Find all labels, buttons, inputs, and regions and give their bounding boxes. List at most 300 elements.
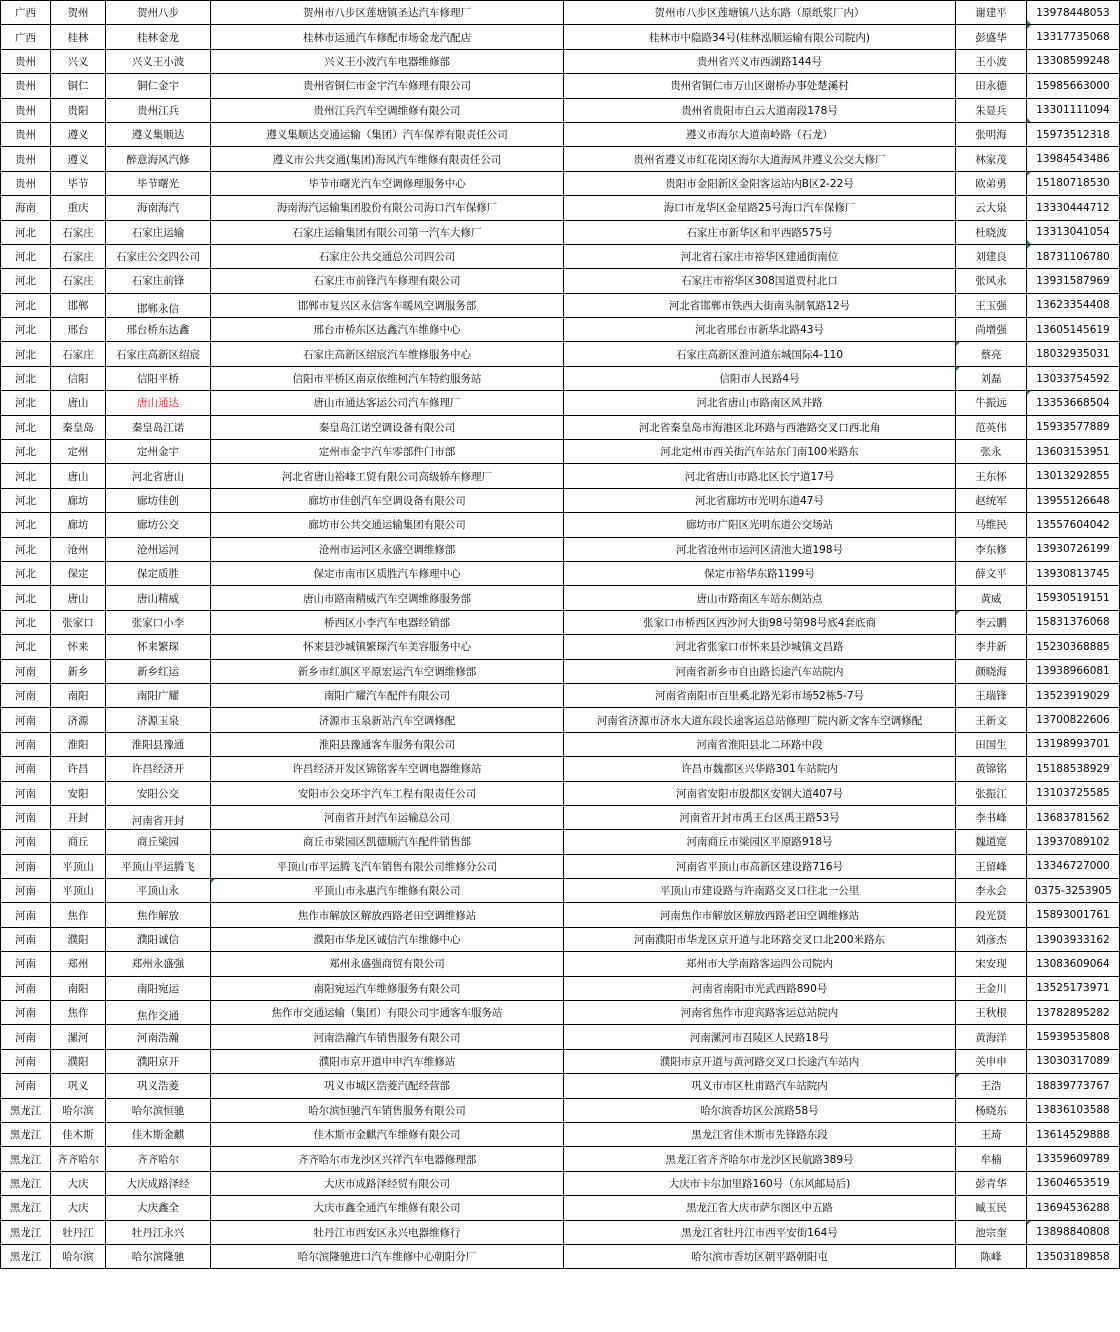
province-cell[interactable]: 河南	[1, 708, 51, 732]
city-cell[interactable]: 平顶山	[51, 854, 106, 878]
city-cell[interactable]: 贺州	[51, 1, 106, 25]
phone-cell[interactable]: 13623354408	[1027, 293, 1120, 317]
province-cell[interactable]: 黑龙江	[1, 1122, 51, 1146]
phone-cell[interactable]: 13503189858	[1027, 1244, 1120, 1268]
station-short-name-cell[interactable]: 商丘梁园	[106, 830, 211, 854]
company-name-cell[interactable]: 淮阳县豫通客车服务有限公司	[211, 732, 564, 756]
phone-cell[interactable]: 18839773767	[1027, 1074, 1120, 1098]
phone-cell[interactable]: 13937089102	[1027, 830, 1120, 854]
station-short-name-cell[interactable]: 邯郸永信	[106, 293, 211, 317]
company-name-cell[interactable]: 毕节市曙光汽车空调修理服务中心	[211, 171, 564, 195]
station-short-name-cell[interactable]: 邢台桥东达鑫	[106, 318, 211, 342]
phone-cell[interactable]: 13198993701	[1027, 732, 1120, 756]
city-cell[interactable]: 唐山	[51, 391, 106, 415]
address-cell[interactable]: 河北省廊坊市光明东道47号	[564, 488, 956, 512]
phone-cell[interactable]: 15939535808	[1027, 1025, 1120, 1049]
city-cell[interactable]: 沧州	[51, 537, 106, 561]
phone-cell[interactable]: 0375-3253905	[1027, 879, 1120, 903]
address-cell[interactable]: 石家庄高新区淮河道东城国际4-110	[564, 342, 956, 366]
phone-cell[interactable]: 13301111094	[1027, 98, 1120, 122]
station-short-name-cell[interactable]: 石家庄前锋	[106, 269, 211, 293]
phone-cell[interactable]: 13013292855	[1027, 464, 1120, 488]
phone-cell[interactable]: 13930726199	[1027, 537, 1120, 561]
city-cell[interactable]: 平顶山	[51, 879, 106, 903]
province-cell[interactable]: 河南	[1, 1025, 51, 1049]
company-name-cell[interactable]: 焦作市解放区解放西路老田空调维修站	[211, 903, 564, 927]
station-short-name-cell[interactable]: 大庆鑫全	[106, 1196, 211, 1220]
phone-cell[interactable]: 13683781562	[1027, 805, 1120, 829]
station-short-name-cell[interactable]: 沧州运河	[106, 537, 211, 561]
company-name-cell[interactable]: 河南浩瀚汽车销售服务有限公司	[211, 1025, 564, 1049]
phone-cell[interactable]: 13525173971	[1027, 976, 1120, 1000]
contact-name-cell[interactable]: 臧玉民	[956, 1196, 1027, 1220]
company-name-cell[interactable]: 邢台市桥东区达鑫汽车维修中心	[211, 318, 564, 342]
contact-name-cell[interactable]: 李东修	[956, 537, 1027, 561]
city-cell[interactable]: 商丘	[51, 830, 106, 854]
city-cell[interactable]: 淮阳	[51, 732, 106, 756]
province-cell[interactable]: 河南	[1, 854, 51, 878]
contact-name-cell[interactable]: 田国生	[956, 732, 1027, 756]
address-cell[interactable]: 桂林市中隐路34号(桂林泓顺运输有限公司院内)	[564, 25, 956, 49]
address-cell[interactable]: 保定市裕华东路1199号	[564, 561, 956, 585]
province-cell[interactable]: 贵州	[1, 171, 51, 195]
address-cell[interactable]: 河北定州市西关街汽车站东门南100米路东	[564, 440, 956, 464]
phone-cell[interactable]: 13938966081	[1027, 659, 1120, 683]
station-short-name-cell[interactable]: 郑州永盛强	[106, 952, 211, 976]
company-name-cell[interactable]: 定州市金宇汽车零部件门市部	[211, 440, 564, 464]
contact-name-cell[interactable]: 欧弟勇	[956, 171, 1027, 195]
province-cell[interactable]: 河南	[1, 976, 51, 1000]
company-name-cell[interactable]: 秦皇岛江诺空调设备有限公司	[211, 415, 564, 439]
company-name-cell[interactable]: 桥西区小李汽车电器经销部	[211, 610, 564, 634]
address-cell[interactable]: 河南省开封市禹王台区禹王路53号	[564, 805, 956, 829]
city-cell[interactable]: 安阳	[51, 781, 106, 805]
address-cell[interactable]: 河南省焦作市迎宾路客运总站院内	[564, 1001, 956, 1025]
contact-name-cell[interactable]: 黄锦铭	[956, 757, 1027, 781]
phone-cell[interactable]: 13700822606	[1027, 708, 1120, 732]
contact-name-cell[interactable]: 王东怀	[956, 464, 1027, 488]
contact-name-cell[interactable]: 王新文	[956, 708, 1027, 732]
province-cell[interactable]: 河北	[1, 391, 51, 415]
contact-name-cell[interactable]: 黄海洋	[956, 1025, 1027, 1049]
company-name-cell[interactable]: 安阳市公交环宇汽车工程有限责任公司	[211, 781, 564, 805]
station-short-name-cell[interactable]: 海南海汽	[106, 196, 211, 220]
contact-name-cell[interactable]: 彭盛华	[956, 25, 1027, 49]
address-cell[interactable]: 郑州市大学南路客运四公司院内	[564, 952, 956, 976]
address-cell[interactable]: 河北省张家口市怀来县沙城镇文昌路	[564, 635, 956, 659]
address-cell[interactable]: 河南省平顶山市高新区建设路716号	[564, 854, 956, 878]
province-cell[interactable]: 河南	[1, 659, 51, 683]
station-short-name-cell[interactable]: 毕节曙光	[106, 171, 211, 195]
phone-cell[interactable]: 18731106780	[1027, 244, 1120, 268]
address-cell[interactable]: 信阳市人民路4号	[564, 366, 956, 390]
contact-name-cell[interactable]: 刘彦杰	[956, 927, 1027, 951]
company-name-cell[interactable]: 贵州省铜仁市金宇汽车修理有限公司	[211, 74, 564, 98]
phone-cell[interactable]: 13033754592	[1027, 366, 1120, 390]
province-cell[interactable]: 河南	[1, 732, 51, 756]
address-cell[interactable]: 河北省秦皇岛市海港区北环路与西港路交叉口西北角	[564, 415, 956, 439]
station-short-name-cell[interactable]: 南阳宛运	[106, 976, 211, 1000]
station-short-name-cell[interactable]: 新乡红运	[106, 659, 211, 683]
phone-cell[interactable]: 13103725585	[1027, 781, 1120, 805]
station-short-name-cell[interactable]: 焦作解放	[106, 903, 211, 927]
city-cell[interactable]: 佳木斯	[51, 1122, 106, 1146]
contact-name-cell[interactable]: 云大泉	[956, 196, 1027, 220]
province-cell[interactable]: 河南	[1, 879, 51, 903]
contact-name-cell[interactable]: 王秋根	[956, 1001, 1027, 1025]
company-name-cell[interactable]: 保定市南市区质胜汽车修理中心	[211, 561, 564, 585]
company-name-cell[interactable]: 石家庄市前锋汽车修理有限公司	[211, 269, 564, 293]
company-name-cell[interactable]: 平顶山市永惠汽车维修有限公司	[211, 879, 564, 903]
company-name-cell[interactable]: 石家庄公共交通总公司四公司	[211, 244, 564, 268]
city-cell[interactable]: 焦作	[51, 903, 106, 927]
address-cell[interactable]: 贵州省兴义市西湖路144号	[564, 49, 956, 73]
contact-name-cell[interactable]: 张永	[956, 440, 1027, 464]
station-short-name-cell[interactable]: 定州金宇	[106, 440, 211, 464]
station-short-name-cell[interactable]: 张家口小李	[106, 610, 211, 634]
province-cell[interactable]: 贵州	[1, 147, 51, 171]
phone-cell[interactable]: 13557604042	[1027, 513, 1120, 537]
province-cell[interactable]: 河北	[1, 561, 51, 585]
station-short-name-cell[interactable]: 贺州八步	[106, 1, 211, 25]
phone-cell[interactable]: 13604653519	[1027, 1171, 1120, 1195]
phone-cell[interactable]: 13346727000	[1027, 854, 1120, 878]
company-name-cell[interactable]: 兴义王小波汽车电器维修部	[211, 49, 564, 73]
phone-cell[interactable]: 13523919029	[1027, 683, 1120, 707]
address-cell[interactable]: 石家庄市裕华区308国道贾村北口	[564, 269, 956, 293]
station-short-name-cell[interactable]: 佳木斯金麒	[106, 1122, 211, 1146]
station-short-name-cell[interactable]: 秦皇岛江诺	[106, 415, 211, 439]
station-short-name-cell[interactable]: 廊坊佳创	[106, 488, 211, 512]
station-short-name-cell[interactable]: 河南浩瀚	[106, 1025, 211, 1049]
city-cell[interactable]: 贵阳	[51, 98, 106, 122]
city-cell[interactable]: 石家庄	[51, 244, 106, 268]
province-cell[interactable]: 黑龙江	[1, 1171, 51, 1195]
address-cell[interactable]: 河南省新乡市自由路长途汽车站院内	[564, 659, 956, 683]
company-name-cell[interactable]: 佳木斯市金麒汽车维修有限公司	[211, 1122, 564, 1146]
phone-cell[interactable]: 13308599248	[1027, 49, 1120, 73]
phone-cell[interactable]: 13984543486	[1027, 147, 1120, 171]
contact-name-cell[interactable]: 张振江	[956, 781, 1027, 805]
address-cell[interactable]: 河南商丘市梁园区平原路918号	[564, 830, 956, 854]
address-cell[interactable]: 贺州市八步区莲塘镇八达东路（原纸浆厂内）	[564, 1, 956, 25]
province-cell[interactable]: 河北	[1, 318, 51, 342]
province-cell[interactable]: 河南	[1, 1074, 51, 1098]
city-cell[interactable]: 张家口	[51, 610, 106, 634]
company-name-cell[interactable]: 哈尔滨恒驰汽车销售服务有限公司	[211, 1098, 564, 1122]
city-cell[interactable]: 桂林	[51, 25, 106, 49]
province-cell[interactable]: 河北	[1, 586, 51, 610]
station-short-name-cell[interactable]: 兴义王小波	[106, 49, 211, 73]
contact-name-cell[interactable]: 赵统军	[956, 488, 1027, 512]
province-cell[interactable]: 河南	[1, 903, 51, 927]
company-name-cell[interactable]: 信阳市平桥区南京依维柯汽车特约服务站	[211, 366, 564, 390]
address-cell[interactable]: 遵义市海尔大道南岭路（石龙）	[564, 122, 956, 146]
phone-cell[interactable]: 15933577889	[1027, 415, 1120, 439]
province-cell[interactable]: 贵州	[1, 49, 51, 73]
company-name-cell[interactable]: 濮阳市华龙区诚信汽车维修中心	[211, 927, 564, 951]
province-cell[interactable]: 河北	[1, 464, 51, 488]
phone-cell[interactable]: 15893001761	[1027, 903, 1120, 927]
contact-name-cell[interactable]: 范英伟	[956, 415, 1027, 439]
province-cell[interactable]: 河北	[1, 440, 51, 464]
address-cell[interactable]: 河南省南阳市百里奚北路光彩市场52栋5-7号	[564, 683, 956, 707]
phone-cell[interactable]: 15985663000	[1027, 74, 1120, 98]
company-name-cell[interactable]: 遵义集顺达交通运输（集团）汽车保养有限责任公司	[211, 122, 564, 146]
contact-name-cell[interactable]: 王金川	[956, 976, 1027, 1000]
address-cell[interactable]: 廊坊市广阳区光明东道公交场站	[564, 513, 956, 537]
province-cell[interactable]: 河南	[1, 1049, 51, 1073]
contact-name-cell[interactable]: 薛文平	[956, 561, 1027, 585]
station-short-name-cell[interactable]: 河南省开封	[106, 805, 211, 829]
contact-name-cell[interactable]: 彭青华	[956, 1171, 1027, 1195]
city-cell[interactable]: 唐山	[51, 586, 106, 610]
company-name-cell[interactable]: 石家庄高新区绍宸汽车维修服务中心	[211, 342, 564, 366]
province-cell[interactable]: 贵州	[1, 74, 51, 98]
city-cell[interactable]: 毕节	[51, 171, 106, 195]
province-cell[interactable]: 贵州	[1, 122, 51, 146]
station-short-name-cell[interactable]: 平顶山永	[106, 879, 211, 903]
station-short-name-cell[interactable]: 平顶山平运腾飞	[106, 854, 211, 878]
phone-cell[interactable]: 13898840808	[1027, 1220, 1120, 1244]
province-cell[interactable]: 河南	[1, 757, 51, 781]
station-short-name-cell[interactable]: 廊坊公交	[106, 513, 211, 537]
province-cell[interactable]: 贵州	[1, 98, 51, 122]
address-cell[interactable]: 海口市龙华区金星路25号海口汽车保修厂	[564, 196, 956, 220]
station-short-name-cell[interactable]: 贵州江兵	[106, 98, 211, 122]
city-cell[interactable]: 信阳	[51, 366, 106, 390]
phone-cell[interactable]: 15930519151	[1027, 586, 1120, 610]
address-cell[interactable]: 贵州省铜仁市万山区谢桥办事处楚溪村	[564, 74, 956, 98]
station-short-name-cell[interactable]: 牡丹江永兴	[106, 1220, 211, 1244]
city-cell[interactable]: 唐山	[51, 464, 106, 488]
province-cell[interactable]: 河南	[1, 683, 51, 707]
phone-cell[interactable]: 13030317089	[1027, 1049, 1120, 1073]
city-cell[interactable]: 焦作	[51, 1001, 106, 1025]
city-cell[interactable]: 濮阳	[51, 1049, 106, 1073]
station-short-name-cell[interactable]: 石家庄运输	[106, 220, 211, 244]
phone-cell[interactable]: 13353668504	[1027, 391, 1120, 415]
city-cell[interactable]: 石家庄	[51, 342, 106, 366]
station-short-name-cell[interactable]: 焦作交通	[106, 1001, 211, 1025]
phone-cell[interactable]: 13614529888	[1027, 1122, 1120, 1146]
contact-name-cell[interactable]: 牛振远	[956, 391, 1027, 415]
contact-name-cell[interactable]: 牟楠	[956, 1147, 1027, 1171]
phone-cell[interactable]: 13836103588	[1027, 1098, 1120, 1122]
phone-cell[interactable]: 15973512318	[1027, 122, 1120, 146]
station-short-name-cell[interactable]: 哈尔滨恒驰	[106, 1098, 211, 1122]
city-cell[interactable]: 漯河	[51, 1025, 106, 1049]
contact-name-cell[interactable]: 颜晓海	[956, 659, 1027, 683]
city-cell[interactable]: 邢台	[51, 318, 106, 342]
contact-name-cell[interactable]: 李井新	[956, 635, 1027, 659]
address-cell[interactable]: 哈尔滨香坊区公滨路58号	[564, 1098, 956, 1122]
province-cell[interactable]: 河南	[1, 830, 51, 854]
phone-cell[interactable]: 15831376068	[1027, 610, 1120, 634]
city-cell[interactable]: 重庆	[51, 196, 106, 220]
province-cell[interactable]: 河北	[1, 293, 51, 317]
contact-name-cell[interactable]: 张风永	[956, 269, 1027, 293]
contact-name-cell[interactable]: 蔡亮	[956, 342, 1027, 366]
phone-cell[interactable]: 13978448053	[1027, 1, 1120, 25]
address-cell[interactable]: 河北省沧州市运河区清池大道198号	[564, 537, 956, 561]
company-name-cell[interactable]: 牡丹江市西安区永兴电器维修行	[211, 1220, 564, 1244]
city-cell[interactable]: 哈尔滨	[51, 1244, 106, 1268]
company-name-cell[interactable]: 廊坊市佳创汽车空调设备有限公司	[211, 488, 564, 512]
station-short-name-cell[interactable]: 齐齐哈尔	[106, 1147, 211, 1171]
company-name-cell[interactable]: 焦作市交通运输（集团）有限公司宇通客车服务站	[211, 1001, 564, 1025]
company-name-cell[interactable]: 大庆市成路泽经贸有限公司	[211, 1171, 564, 1195]
address-cell[interactable]: 河北省唐山市路北区长宁道17号	[564, 464, 956, 488]
company-name-cell[interactable]: 河南省开封汽车运输总公司	[211, 805, 564, 829]
address-cell[interactable]: 河南省淮阳县北二环路中段	[564, 732, 956, 756]
province-cell[interactable]: 广西	[1, 25, 51, 49]
province-cell[interactable]: 河北	[1, 635, 51, 659]
contact-name-cell[interactable]: 陈峰	[956, 1244, 1027, 1268]
city-cell[interactable]: 石家庄	[51, 269, 106, 293]
contact-name-cell[interactable]: 张明海	[956, 122, 1027, 146]
city-cell[interactable]: 兴义	[51, 49, 106, 73]
phone-cell[interactable]: 13317735068	[1027, 25, 1120, 49]
company-name-cell[interactable]: 巩义市城区浩菱汽配经营部	[211, 1074, 564, 1098]
province-cell[interactable]: 河南	[1, 927, 51, 951]
contact-name-cell[interactable]: 马维民	[956, 513, 1027, 537]
station-short-name-cell[interactable]: 保定质胜	[106, 561, 211, 585]
city-cell[interactable]: 怀来	[51, 635, 106, 659]
address-cell[interactable]: 濮阳市京开道与黄河路交叉口长途汽车站内	[564, 1049, 956, 1073]
station-short-name-cell[interactable]: 唐山精威	[106, 586, 211, 610]
phone-cell[interactable]: 15188538929	[1027, 757, 1120, 781]
station-short-name-cell[interactable]: 濮阳京开	[106, 1049, 211, 1073]
province-cell[interactable]: 河北	[1, 269, 51, 293]
city-cell[interactable]: 濮阳	[51, 927, 106, 951]
province-cell[interactable]: 广西	[1, 1, 51, 25]
province-cell[interactable]: 河南	[1, 1001, 51, 1025]
address-cell[interactable]: 许昌市魏都区兴华路301车站院内	[564, 757, 956, 781]
station-short-name-cell[interactable]: 安阳公交	[106, 781, 211, 805]
phone-cell[interactable]: 13330444712	[1027, 196, 1120, 220]
station-short-name-cell[interactable]: 铜仁金宇	[106, 74, 211, 98]
company-name-cell[interactable]: 廊坊市公共交通运输集团有限公司	[211, 513, 564, 537]
province-cell[interactable]: 海南	[1, 196, 51, 220]
company-name-cell[interactable]: 郑州永盛强商贸有限公司	[211, 952, 564, 976]
contact-name-cell[interactable]: 李云鹏	[956, 610, 1027, 634]
contact-name-cell[interactable]: 池宗奎	[956, 1220, 1027, 1244]
address-cell[interactable]: 哈尔滨市香坊区朝平路朝阳屯	[564, 1244, 956, 1268]
city-cell[interactable]: 南阳	[51, 976, 106, 1000]
company-name-cell[interactable]: 哈尔滨隆驰进口汽车维修中心朝阳分厂	[211, 1244, 564, 1268]
address-cell[interactable]: 黑龙江省佳木斯市先锋路东段	[564, 1122, 956, 1146]
company-name-cell[interactable]: 桂林市运通汽车修配市场金龙汽配店	[211, 25, 564, 49]
province-cell[interactable]: 河北	[1, 342, 51, 366]
address-cell[interactable]: 河南省安阳市殷都区安钢大道407号	[564, 781, 956, 805]
station-short-name-cell[interactable]: 石家庄公交四公司	[106, 244, 211, 268]
station-short-name-cell[interactable]: 大庆成路泽经	[106, 1171, 211, 1195]
phone-cell[interactable]: 13955126648	[1027, 488, 1120, 512]
phone-cell[interactable]: 13603153951	[1027, 440, 1120, 464]
address-cell[interactable]: 黑龙江省齐齐哈尔市龙沙区民航路389号	[564, 1147, 956, 1171]
city-cell[interactable]: 齐齐哈尔	[51, 1147, 106, 1171]
city-cell[interactable]: 大庆	[51, 1196, 106, 1220]
contact-name-cell[interactable]: 段光贤	[956, 903, 1027, 927]
province-cell[interactable]: 河北	[1, 220, 51, 244]
city-cell[interactable]: 保定	[51, 561, 106, 585]
address-cell[interactable]: 石家庄市新华区和平西路575号	[564, 220, 956, 244]
phone-cell[interactable]: 15180718530	[1027, 171, 1120, 195]
address-cell[interactable]: 黑龙江省牡丹江市西平安街164号	[564, 1220, 956, 1244]
city-cell[interactable]: 南阳	[51, 683, 106, 707]
address-cell[interactable]: 河南省济源市济水大道东段长途客运总站修理厂院内新文客车空调修配	[564, 708, 956, 732]
city-cell[interactable]: 牡丹江	[51, 1220, 106, 1244]
province-cell[interactable]: 黑龙江	[1, 1196, 51, 1220]
station-short-name-cell[interactable]: 淮阳县豫通	[106, 732, 211, 756]
company-name-cell[interactable]: 商丘市梁园区凯德顺汽车配件销售部	[211, 830, 564, 854]
company-name-cell[interactable]: 南阳广耀汽车配件有限公司	[211, 683, 564, 707]
station-short-name-cell[interactable]: 濮阳诚信	[106, 927, 211, 951]
contact-name-cell[interactable]: 李永会	[956, 879, 1027, 903]
contact-name-cell[interactable]: 黄威	[956, 586, 1027, 610]
province-cell[interactable]: 河北	[1, 415, 51, 439]
city-cell[interactable]: 石家庄	[51, 220, 106, 244]
phone-cell[interactable]: 13605145619	[1027, 318, 1120, 342]
address-cell[interactable]: 河北省石家庄市裕华区建通街南位	[564, 244, 956, 268]
station-short-name-cell[interactable]: 巩义浩菱	[106, 1074, 211, 1098]
city-cell[interactable]: 巩义	[51, 1074, 106, 1098]
station-short-name-cell[interactable]: 遵义集顺达	[106, 122, 211, 146]
contact-name-cell[interactable]: 关申申	[956, 1049, 1027, 1073]
contact-name-cell[interactable]: 王玉强	[956, 293, 1027, 317]
address-cell[interactable]: 河北省邯郸市铁西大街南头制氧路12号	[564, 293, 956, 317]
phone-cell[interactable]: 18032935031	[1027, 342, 1120, 366]
company-name-cell[interactable]: 怀来县沙城镇繁琛汽车美容服务中心	[211, 635, 564, 659]
station-short-name-cell[interactable]: 怀来繁琛	[106, 635, 211, 659]
province-cell[interactable]: 河北	[1, 513, 51, 537]
station-short-name-cell[interactable]: 桂林金龙	[106, 25, 211, 49]
contact-name-cell[interactable]: 林家茂	[956, 147, 1027, 171]
station-short-name-cell[interactable]: 唐山通达	[106, 391, 211, 415]
contact-name-cell[interactable]: 杨晓东	[956, 1098, 1027, 1122]
station-short-name-cell[interactable]: 石家庄高新区绍宸	[106, 342, 211, 366]
phone-cell[interactable]: 13930813745	[1027, 561, 1120, 585]
province-cell[interactable]: 河北	[1, 610, 51, 634]
address-cell[interactable]: 河南濮阳市华龙区京开道与北环路交叉口北200米路东	[564, 927, 956, 951]
address-cell[interactable]: 贵州省贵阳市白云大道南段178号	[564, 98, 956, 122]
address-cell[interactable]: 平顶山市建设路与许南路交叉口往北一公里	[564, 879, 956, 903]
address-cell[interactable]: 河南焦作市解放区解放西路老田空调维修站	[564, 903, 956, 927]
contact-name-cell[interactable]: 尚增强	[956, 318, 1027, 342]
province-cell[interactable]: 河北	[1, 366, 51, 390]
contact-name-cell[interactable]: 宋安现	[956, 952, 1027, 976]
city-cell[interactable]: 遵义	[51, 122, 106, 146]
address-cell[interactable]: 河南省南阳市光武西路890号	[564, 976, 956, 1000]
city-cell[interactable]: 邯郸	[51, 293, 106, 317]
address-cell[interactable]: 河北省邢台市新华北路43号	[564, 318, 956, 342]
phone-cell[interactable]: 15230368885	[1027, 635, 1120, 659]
station-short-name-cell[interactable]: 哈尔滨隆驰	[106, 1244, 211, 1268]
company-name-cell[interactable]: 大庆市鑫全通汽车维修有限公司	[211, 1196, 564, 1220]
phone-cell[interactable]: 13694536288	[1027, 1196, 1120, 1220]
station-short-name-cell[interactable]: 许昌经济开	[106, 757, 211, 781]
contact-name-cell[interactable]: 刘建良	[956, 244, 1027, 268]
company-name-cell[interactable]: 济源市玉泉新站汽车空调修配	[211, 708, 564, 732]
city-cell[interactable]: 新乡	[51, 659, 106, 683]
city-cell[interactable]: 秦皇岛	[51, 415, 106, 439]
contact-name-cell[interactable]: 刘磊	[956, 366, 1027, 390]
contact-name-cell[interactable]: 王琦	[956, 1122, 1027, 1146]
city-cell[interactable]: 廊坊	[51, 488, 106, 512]
address-cell[interactable]: 巩义市市区杜甫路汽车站院内	[564, 1074, 956, 1098]
company-name-cell[interactable]: 平顶山市平运腾飞汽车销售有限公司维修分公司	[211, 854, 564, 878]
